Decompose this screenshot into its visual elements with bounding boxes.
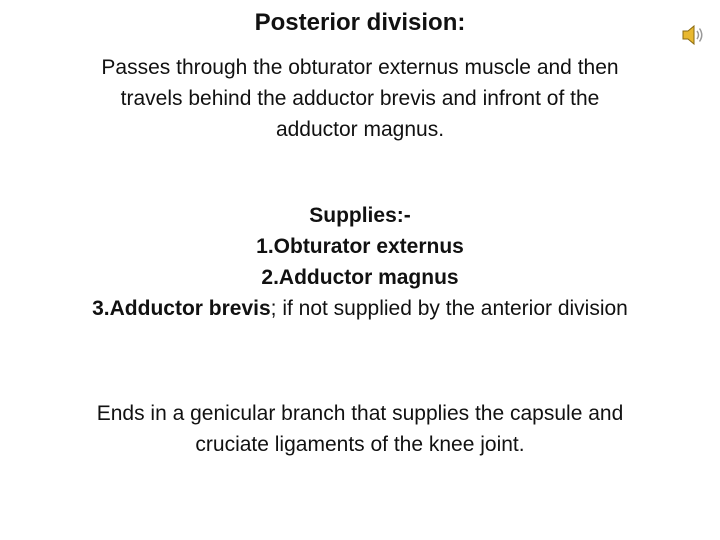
supplies-list (0, 200, 720, 324)
intro-line: travels behind the adductor brevis and infront of the (120, 87, 600, 110)
intro-line: adductor magnus. (275, 118, 445, 141)
slide-title: Posterior division: (254, 9, 466, 36)
supplies-item: 2.Adductor magnus (261, 266, 459, 289)
supplies-item: 1.Obturator externus (256, 235, 464, 258)
intro-paragraph (0, 52, 720, 145)
ends-paragraph (0, 398, 720, 460)
supplies-item (0, 293, 720, 324)
supplies-item-note: ; if not supplied by the anterior division (270, 297, 628, 320)
supplies-item-bold: 3.Adductor brevis (92, 297, 271, 320)
ends-line: cruciate ligaments of the knee joint. (195, 433, 525, 456)
speaker-icon[interactable] (680, 22, 706, 48)
ends-line: Ends in a genicular branch that supplies the capsule and (96, 402, 624, 425)
intro-line: Passes through the obturator externus muscle and then (101, 56, 619, 79)
supplies-heading: Supplies:- (309, 204, 411, 227)
